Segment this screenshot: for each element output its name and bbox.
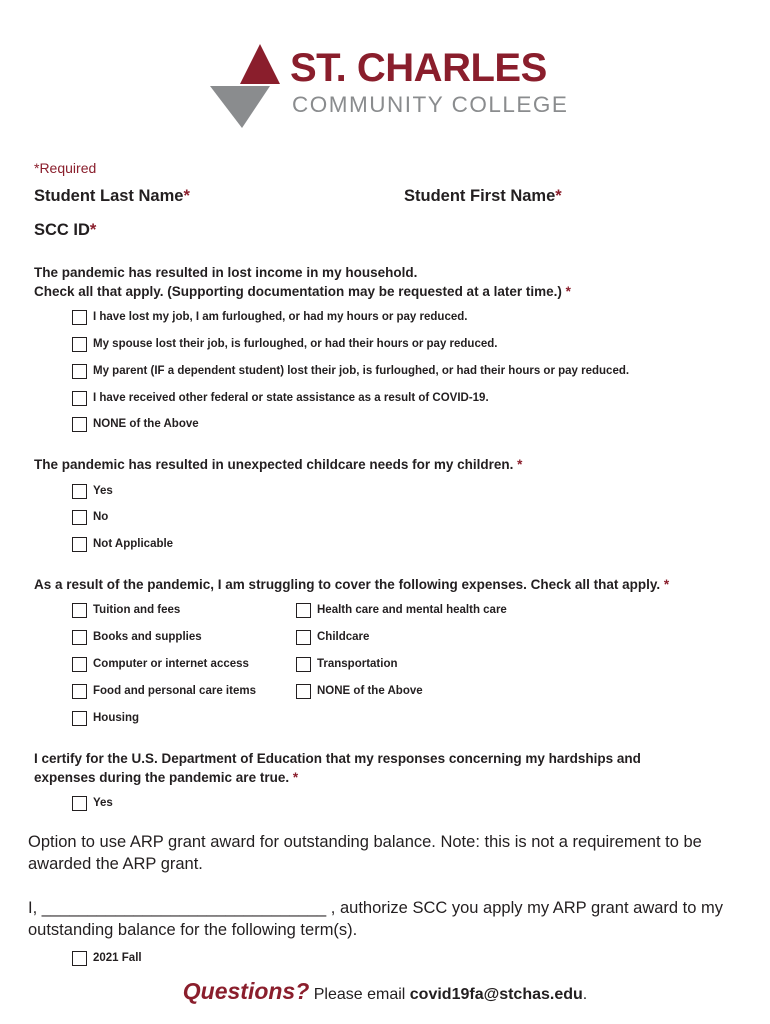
checkbox[interactable]: [72, 510, 87, 525]
required-star: *: [517, 457, 523, 472]
question-childcare: [34, 455, 744, 474]
option-label: Housing: [93, 712, 139, 724]
question-line: The pandemic has resulted in unexpected childcare needs for my children.: [34, 457, 514, 472]
option-label: I have lost my job, I am furloughed, or had my hours or pay reduced.: [93, 311, 468, 323]
option-label: Not Applicable: [93, 538, 174, 550]
option-other-assistance[interactable]: [72, 388, 489, 408]
question-line: The pandemic has resulted in lost income in my household.: [34, 265, 418, 280]
arp-authorization-text: [28, 897, 748, 941]
option-label: No: [93, 511, 109, 523]
contact-email-link[interactable]: covid19fa@stchas.edu: [409, 986, 583, 1003]
college-name: ST. CHARLES: [290, 46, 547, 90]
college-logo-mark-icon: [208, 42, 288, 130]
last-name-label: [34, 187, 190, 206]
option-transportation[interactable]: [296, 654, 398, 674]
checkbox[interactable]: [72, 711, 87, 726]
checkbox[interactable]: [72, 310, 87, 325]
question-line: Check all that apply. (Supporting documentation may be requested at a later time.): [34, 284, 562, 299]
option-health-care[interactable]: [296, 600, 507, 620]
scc-id-label: [34, 221, 96, 240]
first-name-text: Student First Name: [404, 187, 556, 205]
option-label: Health care and mental health care: [317, 604, 507, 616]
option-label: Transportation: [317, 658, 398, 670]
question-lost-income: [34, 263, 744, 301]
option-childcare-na[interactable]: [72, 534, 173, 554]
option-housing[interactable]: [72, 708, 139, 728]
question-line: As a result of the pandemic, I am struggling to cover the following expenses. Check all that apply.: [34, 577, 661, 592]
checkbox[interactable]: [72, 684, 87, 699]
option-none-income[interactable]: [72, 414, 199, 434]
paragraph-line: Option to use ARP grant award for outstanding balance. Note: this is not a requirement to be: [28, 833, 702, 851]
option-childcare-no[interactable]: [72, 507, 108, 527]
checkbox[interactable]: [72, 364, 87, 379]
question-certify: [34, 749, 744, 787]
option-label: 2021 Fall: [93, 952, 142, 964]
arp-option-text: [28, 831, 748, 875]
required-star: *: [565, 284, 571, 299]
option-none-expenses[interactable]: [296, 681, 423, 701]
footer-text: Please email: [309, 986, 410, 1003]
checkbox[interactable]: [72, 391, 87, 406]
required-star: *: [89, 221, 97, 239]
paragraph-line: outstanding balance for the following term(s).: [28, 921, 358, 939]
paragraph-line: awarded the ARP grant.: [28, 855, 203, 873]
option-label: Tuition and fees: [93, 604, 181, 616]
question-line: I certify for the U.S. Department of Education that my responses concerning my hardships and: [34, 751, 641, 766]
option-lost-job[interactable]: [72, 307, 467, 327]
checkbox[interactable]: [72, 337, 87, 352]
required-star: *: [663, 577, 670, 592]
option-computer[interactable]: [72, 654, 249, 674]
option-label: I have received other federal or state assistance as a result of COVID-19.: [93, 392, 489, 404]
option-2021-fall[interactable]: [72, 948, 142, 968]
option-label: NONE of the Above: [93, 418, 199, 430]
paragraph-line: I, _______________________________ , authorize SCC you apply my ARP grant award to my: [28, 899, 724, 917]
checkbox[interactable]: [296, 657, 311, 672]
option-tuition[interactable]: [72, 600, 180, 620]
question-line: expenses during the pandemic are true.: [34, 770, 290, 785]
checkbox[interactable]: [72, 951, 87, 966]
question-expenses: [34, 575, 744, 594]
checkbox[interactable]: [72, 657, 87, 672]
checkbox[interactable]: [72, 796, 87, 811]
option-label: My parent (IF a dependent student) lost their job, is furloughed, or had their hours or pay reduced.: [93, 365, 630, 377]
checkbox[interactable]: [72, 603, 87, 618]
checkbox[interactable]: [296, 630, 311, 645]
option-childcare[interactable]: [296, 627, 369, 647]
checkbox[interactable]: [72, 484, 87, 499]
required-star: *: [183, 187, 190, 205]
option-label: Books and supplies: [93, 631, 202, 643]
checkbox[interactable]: [72, 537, 87, 552]
option-label: NONE of the Above: [317, 685, 423, 697]
questions-heading: Questions?: [182, 978, 310, 1004]
option-parent-lost-job[interactable]: [72, 361, 629, 381]
college-subtitle: COMMUNITY COLLEGE: [292, 92, 569, 117]
option-label: Yes: [93, 485, 113, 497]
footer-contact: [0, 978, 770, 1005]
first-name-label: [404, 187, 562, 206]
option-label: Computer or internet access: [93, 658, 249, 670]
option-certify-yes[interactable]: [72, 793, 113, 813]
option-label: Childcare: [317, 631, 370, 643]
required-star: *: [292, 770, 299, 785]
required-note: *Required: [34, 160, 97, 176]
option-books[interactable]: [72, 627, 202, 647]
checkbox[interactable]: [72, 630, 87, 645]
checkbox[interactable]: [72, 417, 87, 432]
option-food[interactable]: [72, 681, 256, 701]
option-label: My spouse lost their job, is furloughed, or had their hours or pay reduced.: [93, 338, 498, 350]
option-spouse-lost-job[interactable]: [72, 334, 497, 354]
footer-end: .: [582, 986, 588, 1003]
option-label: Yes: [93, 797, 113, 809]
required-star: *: [555, 187, 562, 205]
option-childcare-yes[interactable]: [72, 481, 113, 501]
checkbox[interactable]: [296, 684, 311, 699]
scc-id-text: SCC ID: [34, 221, 90, 239]
last-name-text: Student Last Name: [34, 187, 184, 205]
option-label: Food and personal care items: [93, 685, 256, 697]
checkbox[interactable]: [296, 603, 311, 618]
